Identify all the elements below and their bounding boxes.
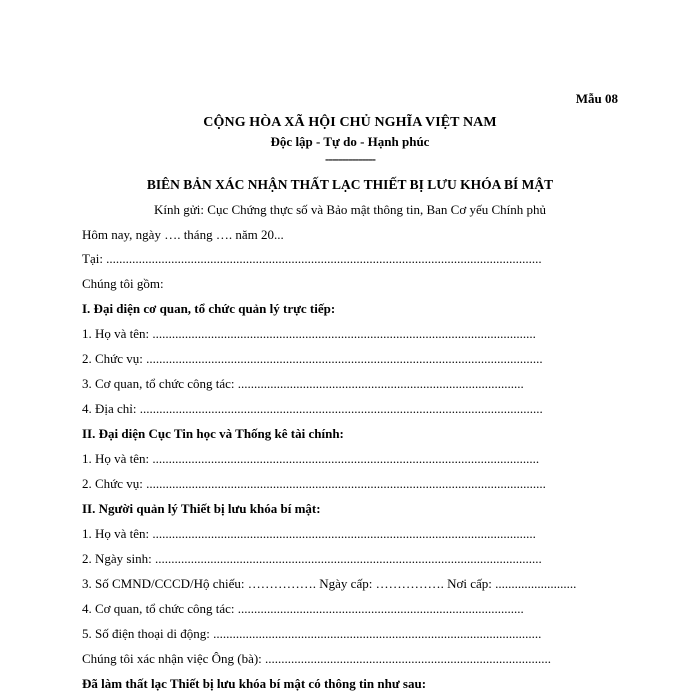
section-3-name: 1. Họ và tên: ...................................................................................................................... — [82, 526, 536, 541]
confirm-line: Chúng tôi xác nhận việc Ông (bà): ........................................................................................ — [82, 651, 552, 666]
national-motto: Độc lập - Tự do - Hạnh phúc — [270, 134, 430, 149]
lost-device-heading: Đã làm thất lạc Thiết bị lưu khóa bí mật có thông tin như sau: — [82, 676, 427, 691]
section-3-phone: 5. Số điện thoại di động: ..................................................................................................... — [82, 626, 542, 641]
section-1-organization: 3. Cơ quan, tổ chức công tác: ........................................................................................ — [82, 376, 524, 391]
section-1-name: 1. Họ và tên: ...................................................................................................................... — [82, 326, 536, 341]
section-3-birthdate: 2. Ngày sinh: ....................................................................................................................... — [82, 551, 542, 566]
section-3-id-card: 3. Số CMND/CCCD/Hộ chiếu: ……………. Ngày cấp: ……………. Nơi cấp: ......................... — [82, 576, 577, 591]
section-1-position: 2. Chức vụ: .......................................................................................................................... — [82, 351, 543, 366]
national-title: CỘNG HÒA XÃ HỘI CHỦ NGHĨA VIỆT NAM — [203, 115, 497, 130]
date-line: Hôm nay, ngày …. tháng …. năm 20... — [82, 227, 284, 242]
section-1-heading: I. Đại diện cơ quan, tổ chức quản lý trực tiếp: — [82, 301, 336, 316]
location-line: Tại: ...................................................................................................................................... — [82, 251, 542, 266]
section-3-heading: II. Người quản lý Thiết bị lưu khóa bí mật: — [82, 501, 321, 516]
form-code: Mẫu 08 — [575, 91, 618, 106]
document-title: BIÊN BẢN XÁC NHẬN THẤT LẠC THIẾT BỊ LƯU KHÓA BÍ MẬT — [146, 177, 554, 192]
intro-line: Chúng tôi gồm: — [82, 276, 164, 291]
header-separator: --------------- — [325, 151, 375, 166]
section-1-address: 4. Địa chỉ: ............................................................................................................................ — [82, 401, 543, 416]
recipient-line: Kính gửi: Cục Chứng thực số và Bảo mật thông tin, Ban Cơ yếu Chính phủ — [154, 202, 546, 217]
section-2-position: 2. Chức vụ: ........................................................................................................................... — [82, 476, 546, 491]
section-3-organization: 4. Cơ quan, tổ chức công tác: ........................................................................................ — [82, 601, 524, 616]
section-2-name: 1. Họ và tên: ....................................................................................................................... — [82, 451, 540, 466]
section-2-heading: II. Đại diện Cục Tin học và Thống kê tài chính: — [82, 426, 344, 441]
